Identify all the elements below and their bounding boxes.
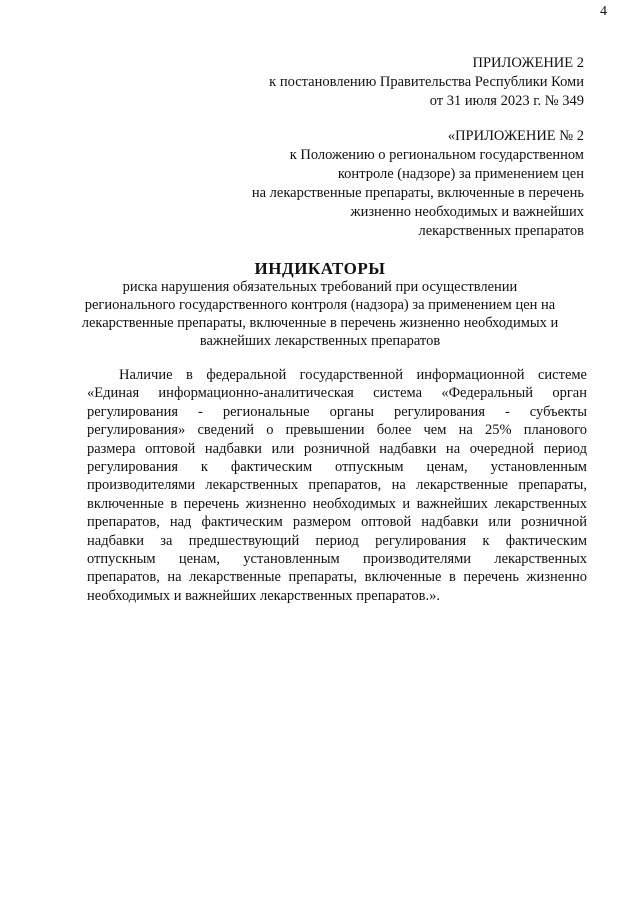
resolution-date: от 31 июля 2023 г. № 349 [429,93,584,109]
document-title: ИНДИКАТОРЫ [254,259,386,278]
appendix-quote-line: на лекарственные препараты, включенные в перечень [251,185,584,201]
body-line: производителями лекарственных препаратов, на лекарственные препараты, [87,477,587,494]
page-number: 4 [600,4,607,19]
body-line: размера оптовой надбавки или розничной надбавки на очередной период [87,440,587,457]
body-line: регулирования к фактическим отпускным ценам, установленным [87,459,587,476]
subtitle-line: лекарственные препараты, включенные в перечень жизненно необходимых и [81,315,559,331]
body-line: препаратов, над фактическим размером оптовой надбавки или розничной [87,514,587,531]
body-line: Наличие в федеральной государственной информационной системе [119,367,587,383]
body-line: регулирования - региональные органы регулирования - субъекты [87,403,587,420]
appendix-header [269,54,584,111]
body-line: необходимых и важнейших лекарственных препаратов.». [87,587,440,604]
subtitle-line: регионального государственного контроля (надзора) за применением цен на [84,297,556,313]
body-line: «Единая информационно-аналитическая система «Федеральный орган [87,385,587,402]
subtitle-line: риска нарушения обязательных требований при осуществлении [122,279,518,295]
body-line: регулирования» сведений о превышении более чем на 25% планового [87,422,587,439]
body-line: надбавки за предшествующий период регулирования к фактическим [87,532,587,549]
body-paragraph [87,366,587,605]
appendix-quote-line: жизненно необходимых и важнейших [350,204,584,220]
document-subtitle [0,278,640,350]
body-line: препаратов, на лекарственные препараты, включенные в перечень жизненно [87,569,587,586]
body-line: отпускным ценам, установленным производителями лекарственных [87,551,587,568]
resolution-reference: к постановлению Правительства Республики Коми [269,74,584,90]
appendix-quote [252,127,584,241]
appendix-quote-line: к Положению о региональном государственном [289,147,584,163]
subtitle-line: важнейших лекарственных препаратов [199,333,441,349]
body-line: включенные в перечень жизненно необходимых и важнейших лекарственных [87,495,587,512]
appendix-quote-line: «ПРИЛОЖЕНИЕ № 2 [447,128,584,144]
appendix-quote-line: контроле (надзоре) за применением цен [337,166,584,182]
appendix-quote-line: лекарственных препаратов [418,223,584,239]
appendix-label: ПРИЛОЖЕНИЕ 2 [472,55,584,71]
